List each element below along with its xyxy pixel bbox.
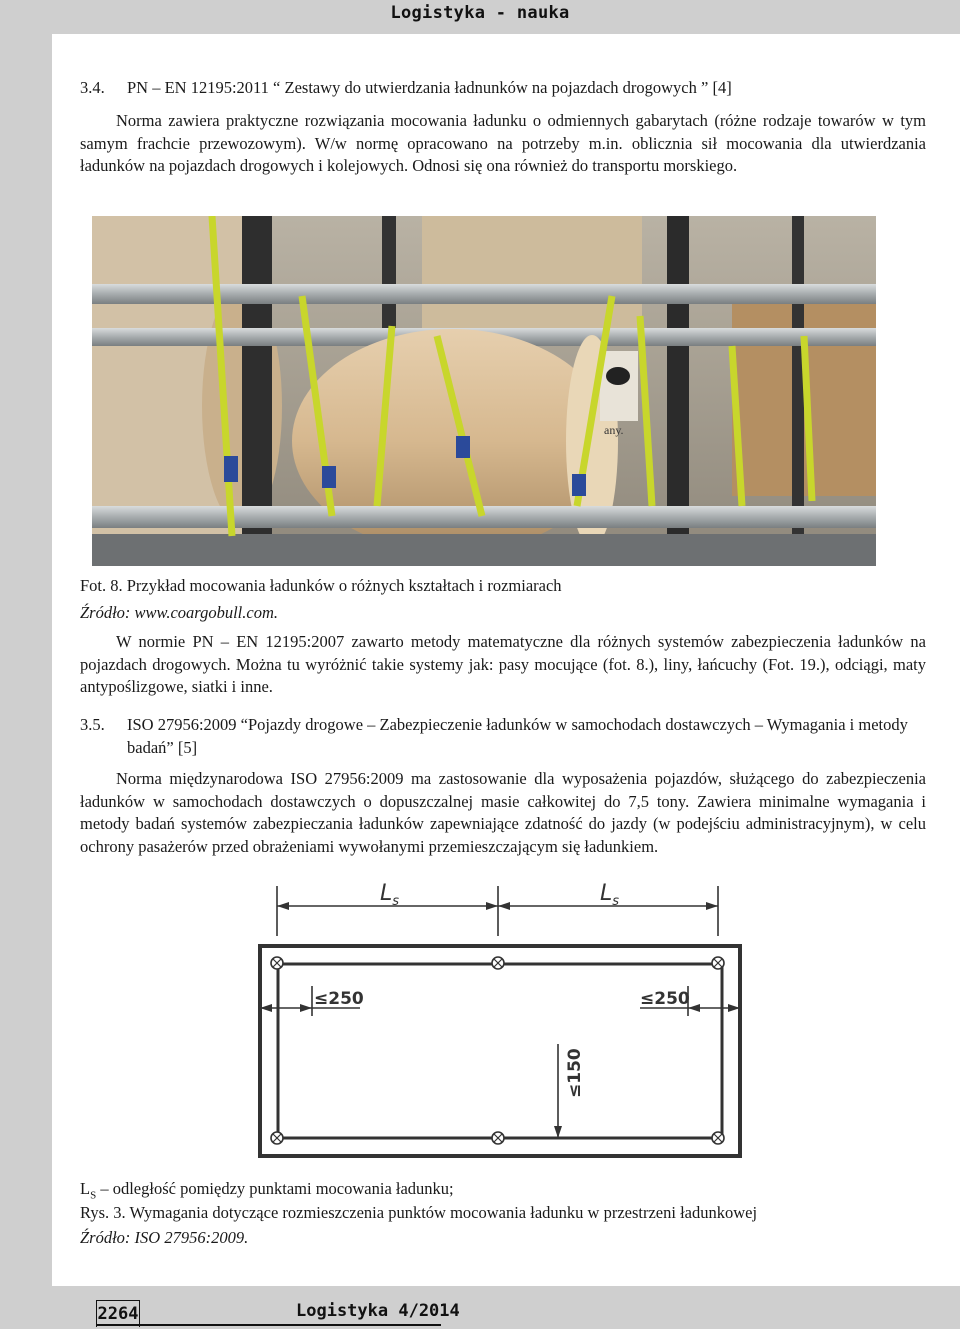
section-3-4-title: PN – EN 12195:2011 “ Zestawy do utwierdzania ładnunków na pojazdach drogowych ” [4] <box>127 78 732 97</box>
left-margin-bar <box>0 0 52 1329</box>
svg-text:≤250: ≤250 <box>314 989 364 1009</box>
svg-text:any.: any. <box>604 423 624 437</box>
footer-bar <box>0 1286 960 1329</box>
cargo-photo-illustration <box>92 216 876 566</box>
photo-source: Źródło: www.coargobull.com. <box>80 603 279 622</box>
figure-source: Źródło: ISO 27956:2009. <box>80 1228 249 1247</box>
svg-text:≤250: ≤250 <box>640 989 690 1009</box>
journal-name: Logistyka 4/2014 <box>296 1301 460 1321</box>
svg-text:Ls: $L_s$ <box>600 881 620 909</box>
diagram-legend: $L_S$ – odległość pomiędzy punktami mocowania ładunku; <box>80 1179 454 1202</box>
section-3-4-heading: 3.4. PN – EN 12195:2011 “ Zestawy do utwierdzania ładnunków na pojazdach drogowych ” [4] <box>80 78 732 97</box>
photo-caption: Fot. 8. Przykład mocowania ładunków o różnych kształtach i rozmiarach <box>80 576 562 595</box>
section-3-4-paragraph-2: W normie PN – EN 12195:2007 zawarto metody matematyczne dla różnych systemów zabezpieczenia ładunków na pojazdach drogowych. Można tu wyróżnić takie systemy jak: pasy mocujące (fot. 8.), liny, łańcuchy (Fot. 19.), odciągi, maty antypoślizgowe, siatki i inne. <box>80 632 926 696</box>
figure-caption: Rys. 3. Wymagania dotyczące rozmieszczenia punktów mocowania ładunku w przestrzeni ładunkowej <box>80 1203 758 1222</box>
section-3-5-paragraph-1: Norma międzynarodowa ISO 27956:2009 ma zastosowanie dla wyposażenia pojazdów, służącego do zabezpieczenia ładunków w samochodach dostawczych o dopuszczalnej masie całkowitej do 7,5 tony. Zawiera minimalne wymagania i metody badań systemów zabezpieczania ładunków zapewniające zdatność do jazdy (w podejściu administracyjnym), w celu ochrony pasażerów przed obrażeniami wywołanymi przemieszczającym się ładunkiem. <box>80 769 926 856</box>
running-header: Logistyka - nauka <box>390 3 570 23</box>
anchor-points-diagram <box>240 876 760 1176</box>
section-3-5-heading: 3.5. ISO 27956:2009 “Pojazdy drogowe – Zabezpieczenie ładunków w samochodach dostawczych – Wymagania i metody badań” [5] <box>80 714 926 759</box>
footer-rule <box>96 1324 441 1326</box>
page-number: 2264 <box>96 1300 140 1327</box>
cargo-securing-photo <box>92 216 876 566</box>
svg-text:≤150: ≤150 <box>565 1048 585 1098</box>
svg-text:Ls: $L_s$ <box>380 881 400 909</box>
section-3-4-paragraph-1: Norma zawiera praktyczne rozwiązania mocowania ładunku o odmiennych gabarytach (różne rodzaje towarów w tym samym frachcie przewozowym). W/w normę opracowano na potrzeby m.in. oblicznia sił mocowania dla utwierdzania ładunków na pojazdach drogowych i kolejowych. Odnosi się ona również do transportu morskiego. <box>80 111 926 175</box>
section-3-5-title: ISO 27956:2009 “Pojazdy drogowe – Zabezpieczenie ładunków w samochodach dostawczych – Wymagania i metody badań” [5] <box>127 715 908 757</box>
